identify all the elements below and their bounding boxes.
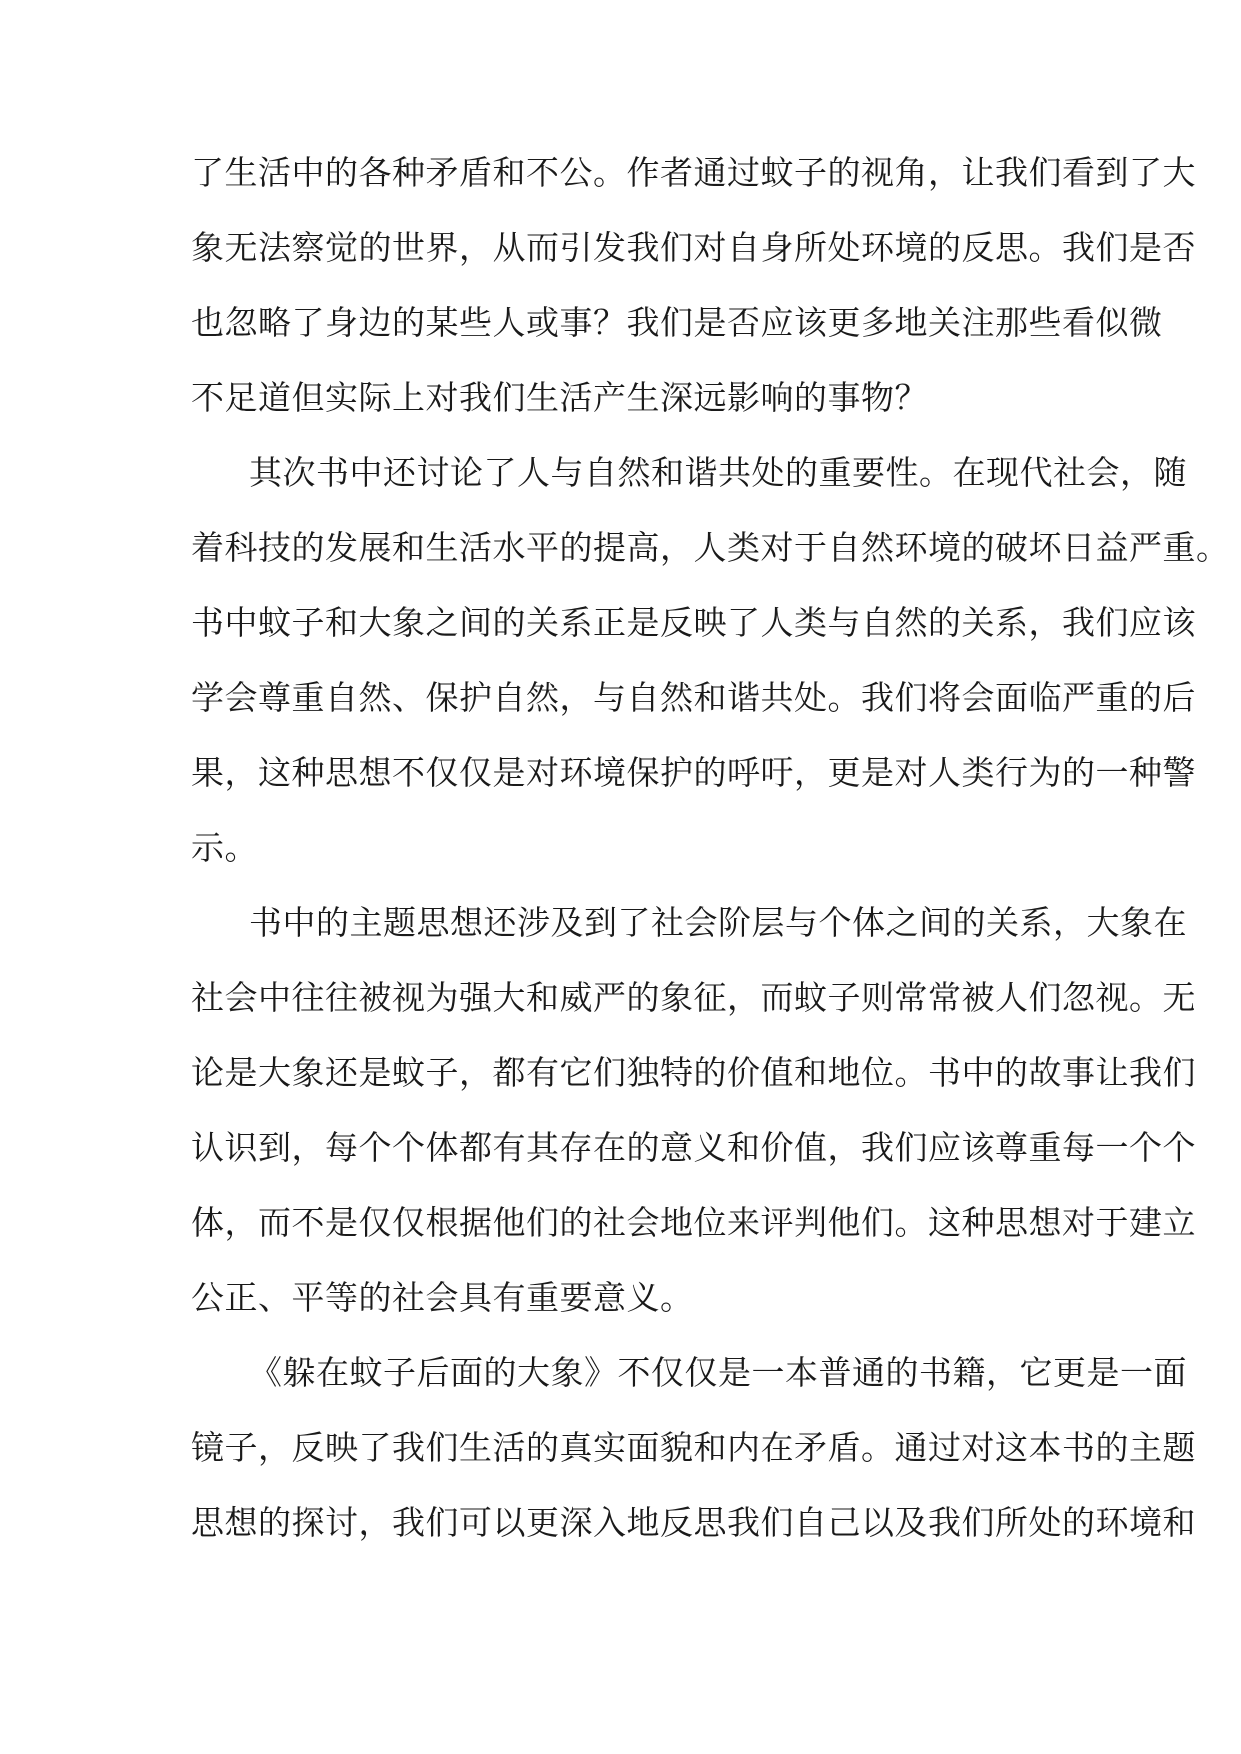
text-line: 也忽略了身边的某些人或事？我们是否应该更多地关注那些看似微 — [191, 303, 1163, 342]
body-text — [191, 135, 1230, 1560]
text-line: 社会中往往被视为强大和威严的象征，而蚊子则常常被人们忽视。无 — [191, 978, 1196, 1017]
text-line: 书中蚊子和大象之间的关系正是反映了人类与自然的关系，我们应该 — [191, 603, 1196, 642]
text-line: 着科技的发展和生活水平的提高，人类对于自然环境的破坏日益严重。 — [191, 528, 1230, 567]
text-line: 了生活中的各种矛盾和不公。作者通过蚊子的视角，让我们看到了大 — [191, 153, 1196, 192]
text-line: 体，而不是仅仅根据他们的社会地位来评判他们。这种思想对于建立 — [191, 1203, 1196, 1242]
paragraph-first-line: 书中的主题思想还涉及到了社会阶层与个体之间的关系，大象在 — [249, 903, 1187, 942]
text-line: 思想的探讨，我们可以更深入地反思我们自己以及我们所处的环境和 — [191, 1503, 1196, 1542]
text-line: 学会尊重自然、保护自然，与自然和谐共处。我们将会面临严重的后 — [191, 678, 1196, 717]
text-line: 示。 — [191, 828, 258, 867]
paragraph-first-line: 其次书中还讨论了人与自然和谐共处的重要性。在现代社会，随 — [249, 453, 1187, 492]
text-line: 认识到，每个个体都有其存在的意义和价值，我们应该尊重每一个个 — [191, 1128, 1196, 1167]
text-line: 论是大象还是蚊子，都有它们独特的价值和地位。书中的故事让我们 — [191, 1053, 1196, 1092]
text-line: 镜子，反映了我们生活的真实面貌和内在矛盾。通过对这本书的主题 — [191, 1428, 1196, 1467]
text-line: 象无法察觉的世界，从而引发我们对自身所处环境的反思。我们是否 — [191, 228, 1196, 267]
text-line: 果，这种思想不仅仅是对环境保护的呼吁，更是对人类行为的一种警 — [191, 753, 1196, 792]
paragraph-first-line: 《躲在蚊子后面的大象》不仅仅是一本普通的书籍，它更是一面 — [249, 1353, 1187, 1392]
text-line: 公正、平等的社会具有重要意义。 — [191, 1278, 694, 1317]
text-line: 不足道但实际上对我们生活产生深远影响的事物？ — [191, 378, 928, 417]
